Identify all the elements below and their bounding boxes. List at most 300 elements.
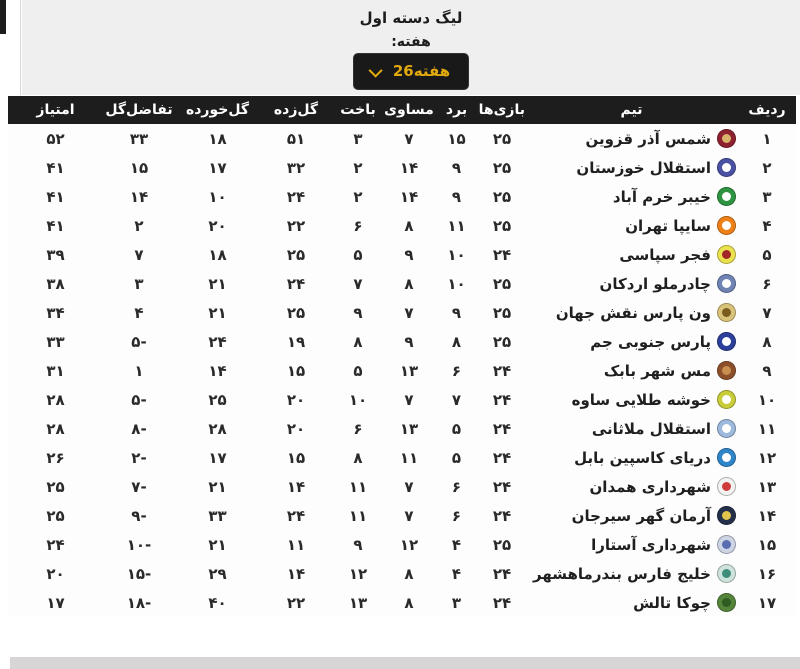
played-cell bbox=[479, 559, 525, 588]
table-row bbox=[8, 356, 796, 385]
losses-cell-value: ۳ bbox=[353, 129, 363, 148]
wins-cell bbox=[434, 124, 479, 153]
team-logo-core bbox=[722, 424, 731, 433]
losses-cell-value: ۵ bbox=[353, 361, 363, 380]
team-logo-icon bbox=[717, 216, 736, 235]
team-wrap bbox=[525, 216, 738, 235]
team-wrap bbox=[525, 535, 738, 554]
rank-cell: ۸ bbox=[762, 332, 772, 351]
team-name: استقلال ملاثانی bbox=[591, 419, 711, 438]
played-cell-value: ۲۴ bbox=[492, 448, 512, 467]
points-cell bbox=[8, 414, 103, 443]
goals-against-cell bbox=[175, 298, 260, 327]
wins-cell bbox=[434, 211, 479, 240]
draws-cell-value: ۷ bbox=[404, 129, 414, 148]
week-select-value: هفته26 bbox=[392, 62, 451, 80]
played-cell bbox=[479, 124, 525, 153]
table-row bbox=[8, 153, 796, 182]
losses-cell-value: ۱۱ bbox=[348, 477, 368, 496]
losses-cell-value: ۷ bbox=[353, 274, 363, 293]
page-title: لیگ دسته اول bbox=[359, 9, 463, 27]
goals-for-cell-value: ۱۱ bbox=[286, 535, 306, 554]
goals-against-cell bbox=[175, 443, 260, 472]
draws-cell bbox=[384, 588, 434, 617]
losses-cell-value: ۱۲ bbox=[348, 564, 368, 583]
points-cell bbox=[8, 559, 103, 588]
team-name: آرمان گهر سیرجان bbox=[571, 506, 711, 525]
goal-diff-cell bbox=[103, 414, 175, 443]
goal-diff-cell bbox=[103, 327, 175, 356]
goals-for-cell-value: ۲۰ bbox=[286, 419, 306, 438]
table-row bbox=[8, 211, 796, 240]
goal-diff-cell-value: ۲- bbox=[131, 448, 147, 467]
team-logo-core bbox=[722, 366, 731, 375]
goals-for-cell bbox=[260, 240, 332, 269]
rank-cell: ۱۶ bbox=[757, 564, 777, 583]
team-logo-icon bbox=[717, 303, 736, 322]
points-cell-value: ۴۱ bbox=[46, 158, 65, 177]
points-cell-value: ۲۸ bbox=[46, 390, 65, 409]
played-cell bbox=[479, 414, 525, 443]
team-name: مس شهر بابک bbox=[603, 361, 711, 380]
losses-cell-value: ۱۰ bbox=[348, 390, 368, 409]
played-cell bbox=[479, 298, 525, 327]
goals-for-cell bbox=[260, 501, 332, 530]
goal-diff-cell bbox=[103, 356, 175, 385]
points-cell bbox=[8, 501, 103, 530]
losses-cell bbox=[332, 443, 384, 472]
goals-for-cell-value: ۲۴ bbox=[286, 274, 306, 293]
team-cell bbox=[525, 385, 738, 414]
points-cell-value: ۴۱ bbox=[46, 187, 65, 206]
points-cell bbox=[8, 269, 103, 298]
played-cell-value: ۲۴ bbox=[492, 245, 512, 264]
wins-cell bbox=[434, 414, 479, 443]
team-logo-icon bbox=[717, 535, 736, 554]
table-row bbox=[8, 298, 796, 327]
goals-for-cell bbox=[260, 559, 332, 588]
table-header bbox=[8, 96, 796, 124]
played-cell bbox=[479, 443, 525, 472]
col-goals-for: گل‌زده bbox=[260, 96, 332, 124]
losses-cell-value: ۸ bbox=[353, 332, 363, 351]
losses-cell-value: ۵ bbox=[353, 245, 363, 264]
table-row bbox=[8, 472, 796, 501]
wins-cell bbox=[434, 327, 479, 356]
wins-cell-value: ۴ bbox=[451, 564, 462, 583]
losses-cell-value: ۱۱ bbox=[348, 506, 368, 525]
draws-cell-value: ۱۴ bbox=[399, 158, 419, 177]
rank-cell: ۱۴ bbox=[757, 506, 777, 525]
team-cell bbox=[525, 443, 738, 472]
team-cell bbox=[525, 414, 738, 443]
table-row bbox=[8, 530, 796, 559]
table-body bbox=[8, 124, 796, 617]
col-losses: باخت bbox=[332, 96, 384, 124]
wins-cell-value: ۳ bbox=[451, 593, 462, 612]
rank-cell: ۱۰ bbox=[757, 390, 777, 409]
points-cell-value: ۱۷ bbox=[46, 593, 65, 612]
goal-diff-cell-value: ۳۳ bbox=[129, 129, 149, 148]
draws-cell-value: ۸ bbox=[404, 564, 414, 583]
points-cell bbox=[8, 211, 103, 240]
wins-cell bbox=[434, 153, 479, 182]
table-row bbox=[8, 588, 796, 617]
losses-cell-value: ۱۳ bbox=[348, 593, 368, 612]
goal-diff-cell bbox=[103, 182, 175, 211]
losses-cell bbox=[332, 240, 384, 269]
wins-cell-value: ۶ bbox=[451, 477, 462, 496]
team-wrap bbox=[525, 390, 738, 409]
draws-cell-value: ۱۳ bbox=[399, 419, 419, 438]
col-points: امتیاز bbox=[8, 96, 103, 124]
draws-cell bbox=[384, 356, 434, 385]
played-cell bbox=[479, 356, 525, 385]
draws-cell-value: ۸ bbox=[404, 274, 414, 293]
goal-diff-cell bbox=[103, 298, 175, 327]
team-name: خیبر خرم آباد bbox=[612, 187, 711, 206]
team-name: دریای کاسپین بابل bbox=[574, 448, 711, 467]
draws-cell bbox=[384, 327, 434, 356]
wins-cell bbox=[434, 269, 479, 298]
goal-diff-cell bbox=[103, 211, 175, 240]
played-cell bbox=[479, 327, 525, 356]
draws-cell bbox=[384, 124, 434, 153]
team-name: فجر سپاسی bbox=[619, 245, 711, 264]
goals-against-cell-value: ۱۷ bbox=[208, 158, 227, 177]
points-cell-value: ۲۴ bbox=[46, 535, 65, 554]
team-logo-core bbox=[722, 598, 731, 607]
goals-for-cell bbox=[260, 588, 332, 617]
losses-cell bbox=[332, 153, 384, 182]
team-name: خلیج فارس بندرماهشهر bbox=[533, 564, 711, 583]
table-row bbox=[8, 240, 796, 269]
points-cell-value: ۳۴ bbox=[46, 303, 65, 322]
wins-cell-value: ۶ bbox=[451, 506, 462, 525]
losses-cell bbox=[332, 385, 384, 414]
points-cell bbox=[8, 356, 103, 385]
goals-against-cell-value: ۱۴ bbox=[208, 361, 227, 380]
team-cell bbox=[525, 472, 738, 501]
goals-for-cell-value: ۲۵ bbox=[286, 245, 306, 264]
wins-cell-value: ۹ bbox=[451, 187, 462, 206]
team-logo-icon bbox=[717, 419, 736, 438]
goals-for-cell bbox=[260, 530, 332, 559]
goal-diff-cell-value: ۵- bbox=[131, 390, 147, 409]
team-logo-core bbox=[722, 221, 731, 230]
played-cell-value: ۲۵ bbox=[492, 216, 512, 235]
wins-cell bbox=[434, 501, 479, 530]
goals-for-cell-value: ۱۴ bbox=[286, 477, 306, 496]
team-cell bbox=[525, 327, 738, 356]
draws-cell bbox=[384, 472, 434, 501]
team-cell bbox=[525, 588, 738, 617]
team-logo-icon bbox=[717, 158, 736, 177]
losses-cell bbox=[332, 501, 384, 530]
draws-cell bbox=[384, 153, 434, 182]
rank-cell: ۲ bbox=[762, 158, 772, 177]
played-cell bbox=[479, 269, 525, 298]
goals-against-cell bbox=[175, 385, 260, 414]
rank-cell: ۱۲ bbox=[757, 448, 777, 467]
played-cell-value: ۲۴ bbox=[492, 361, 512, 380]
goal-diff-cell-value: ۵- bbox=[131, 332, 147, 351]
losses-cell bbox=[332, 211, 384, 240]
goals-against-cell-value: ۲۱ bbox=[208, 274, 227, 293]
points-cell bbox=[8, 472, 103, 501]
goals-for-cell bbox=[260, 182, 332, 211]
goals-against-cell bbox=[175, 559, 260, 588]
goals-against-cell bbox=[175, 269, 260, 298]
team-logo-icon bbox=[717, 274, 736, 293]
points-cell bbox=[8, 385, 103, 414]
team-name: چوکا تالش bbox=[633, 593, 711, 612]
goals-for-cell bbox=[260, 356, 332, 385]
team-name: چادرملو اردکان bbox=[599, 274, 711, 293]
goals-for-cell-value: ۳۲ bbox=[286, 158, 306, 177]
week-select[interactable] bbox=[353, 53, 469, 90]
losses-cell-value: ۹ bbox=[353, 303, 363, 322]
goals-against-cell-value: ۲۱ bbox=[208, 303, 227, 322]
goals-for-cell-value: ۲۴ bbox=[286, 506, 306, 525]
rank-cell: ۱۷ bbox=[757, 593, 777, 612]
team-wrap bbox=[525, 332, 738, 351]
rank-cell: ۱۵ bbox=[757, 535, 777, 554]
goals-for-cell-value: ۱۴ bbox=[286, 564, 306, 583]
points-cell-value: ۵۲ bbox=[46, 129, 65, 148]
wins-cell-value: ۴ bbox=[451, 535, 462, 554]
played-cell-value: ۲۵ bbox=[492, 274, 512, 293]
goals-for-cell bbox=[260, 472, 332, 501]
team-logo-core bbox=[722, 134, 731, 143]
wins-cell-value: ۱۱ bbox=[447, 216, 466, 235]
losses-cell bbox=[332, 298, 384, 327]
goal-diff-cell-value: ۳ bbox=[134, 274, 144, 293]
played-cell bbox=[479, 153, 525, 182]
goal-diff-cell-value: ۱۴ bbox=[129, 187, 149, 206]
points-cell-value: ۴۱ bbox=[46, 216, 65, 235]
goals-against-cell-value: ۱۷ bbox=[208, 448, 227, 467]
rank-cell: ۷ bbox=[762, 303, 772, 322]
team-logo-core bbox=[722, 337, 731, 346]
rank-cell: ۴ bbox=[762, 216, 772, 235]
left-border-line bbox=[20, 0, 21, 95]
team-cell bbox=[525, 298, 738, 327]
goals-against-cell-value: ۲۰ bbox=[208, 216, 227, 235]
goals-against-cell-value: ۲۵ bbox=[208, 390, 227, 409]
losses-cell-value: ۲ bbox=[353, 158, 363, 177]
team-logo-core bbox=[722, 279, 731, 288]
draws-cell-value: ۱۱ bbox=[399, 448, 419, 467]
team-logo-icon bbox=[717, 245, 736, 264]
points-cell-value: ۳۹ bbox=[46, 245, 65, 264]
played-cell-value: ۲۴ bbox=[492, 390, 512, 409]
team-cell bbox=[525, 153, 738, 182]
col-goals-against: گل‌خورده bbox=[175, 96, 260, 124]
col-team: تیم bbox=[525, 96, 738, 124]
team-logo-icon bbox=[717, 332, 736, 351]
wins-cell bbox=[434, 385, 479, 414]
team-logo-icon bbox=[717, 564, 736, 583]
wins-cell-value: ۷ bbox=[451, 390, 462, 409]
draws-cell-value: ۹ bbox=[404, 332, 414, 351]
played-cell-value: ۲۴ bbox=[492, 419, 512, 438]
goal-diff-cell-value: ۲ bbox=[134, 216, 144, 235]
draws-cell-value: ۱۴ bbox=[399, 187, 419, 206]
goals-for-cell-value: ۱۵ bbox=[286, 361, 306, 380]
played-cell bbox=[479, 240, 525, 269]
losses-cell-value: ۹ bbox=[353, 535, 363, 554]
team-logo-core bbox=[722, 453, 731, 462]
team-wrap bbox=[525, 506, 738, 525]
rank-cell: ۱۳ bbox=[757, 477, 777, 496]
draws-cell bbox=[384, 559, 434, 588]
played-cell bbox=[479, 182, 525, 211]
wins-cell-value: ۱۵ bbox=[447, 129, 466, 148]
played-cell-value: ۲۴ bbox=[492, 477, 512, 496]
goals-for-cell bbox=[260, 211, 332, 240]
col-goal-diff: تفاضل‌گل bbox=[103, 96, 175, 124]
goal-diff-cell-value: ۷- bbox=[131, 477, 147, 496]
team-logo-icon bbox=[717, 390, 736, 409]
draws-cell-value: ۸ bbox=[404, 593, 414, 612]
goals-against-cell bbox=[175, 153, 260, 182]
table-row bbox=[8, 385, 796, 414]
draws-cell bbox=[384, 443, 434, 472]
goals-against-cell bbox=[175, 124, 260, 153]
goals-against-cell bbox=[175, 356, 260, 385]
team-wrap bbox=[525, 245, 738, 264]
points-cell bbox=[8, 124, 103, 153]
losses-cell bbox=[332, 588, 384, 617]
wins-cell-value: ۵ bbox=[451, 419, 462, 438]
team-cell bbox=[525, 182, 738, 211]
draws-cell bbox=[384, 501, 434, 530]
team-logo-core bbox=[722, 540, 731, 549]
team-logo-core bbox=[722, 482, 731, 491]
goals-against-cell-value: ۴۰ bbox=[208, 593, 227, 612]
league-table bbox=[8, 96, 796, 617]
table-row bbox=[8, 124, 796, 153]
wins-cell bbox=[434, 588, 479, 617]
losses-cell bbox=[332, 124, 384, 153]
draws-cell-value: ۷ bbox=[404, 506, 414, 525]
team-logo-icon bbox=[717, 506, 736, 525]
wins-cell-value: ۶ bbox=[451, 361, 462, 380]
goals-for-cell bbox=[260, 327, 332, 356]
points-cell-value: ۲۸ bbox=[46, 419, 65, 438]
wins-cell-value: ۱۰ bbox=[447, 245, 466, 264]
points-cell-value: ۲۰ bbox=[46, 564, 65, 583]
losses-cell-value: ۶ bbox=[353, 216, 363, 235]
losses-cell bbox=[332, 269, 384, 298]
team-logo-icon bbox=[717, 129, 736, 148]
goals-for-cell-value: ۵۱ bbox=[286, 129, 306, 148]
draws-cell-value: ۷ bbox=[404, 477, 414, 496]
goal-diff-cell bbox=[103, 472, 175, 501]
rank-cell: ۳ bbox=[762, 187, 772, 206]
points-cell-value: ۲۵ bbox=[46, 477, 65, 496]
played-cell bbox=[479, 472, 525, 501]
wins-cell-value: ۹ bbox=[451, 303, 462, 322]
goal-diff-cell-value: ۸- bbox=[131, 419, 147, 438]
team-cell bbox=[525, 211, 738, 240]
goals-against-cell bbox=[175, 588, 260, 617]
wins-cell bbox=[434, 356, 479, 385]
goals-against-cell-value: ۳۳ bbox=[208, 506, 227, 525]
played-cell-value: ۲۴ bbox=[492, 564, 512, 583]
losses-cell bbox=[332, 327, 384, 356]
goals-against-cell bbox=[175, 414, 260, 443]
points-cell-value: ۲۵ bbox=[46, 506, 65, 525]
points-cell bbox=[8, 240, 103, 269]
played-cell-value: ۲۵ bbox=[492, 187, 512, 206]
goals-for-cell bbox=[260, 153, 332, 182]
team-name: سایپا تهران bbox=[625, 216, 711, 235]
team-name: پارس جنوبی جم bbox=[590, 332, 711, 351]
team-wrap bbox=[525, 303, 738, 322]
goals-against-cell bbox=[175, 240, 260, 269]
team-wrap bbox=[525, 448, 738, 467]
goal-diff-cell bbox=[103, 124, 175, 153]
goal-diff-cell-value: ۷ bbox=[134, 245, 144, 264]
played-cell-value: ۲۵ bbox=[492, 303, 512, 322]
goal-diff-cell bbox=[103, 530, 175, 559]
team-logo-icon bbox=[717, 448, 736, 467]
draws-cell-value: ۱۲ bbox=[399, 535, 419, 554]
losses-cell bbox=[332, 414, 384, 443]
team-cell bbox=[525, 124, 738, 153]
played-cell-value: ۲۴ bbox=[492, 593, 512, 612]
team-logo-core bbox=[722, 511, 731, 520]
wins-cell bbox=[434, 240, 479, 269]
points-cell bbox=[8, 182, 103, 211]
team-wrap bbox=[525, 419, 738, 438]
played-cell-value: ۲۵ bbox=[492, 158, 512, 177]
team-cell bbox=[525, 240, 738, 269]
goals-for-cell bbox=[260, 298, 332, 327]
team-cell bbox=[525, 559, 738, 588]
points-cell bbox=[8, 153, 103, 182]
points-cell-value: ۳۸ bbox=[46, 274, 65, 293]
team-name: خوشه طلایی ساوه bbox=[571, 390, 711, 409]
goals-for-cell-value: ۲۲ bbox=[286, 593, 306, 612]
rank-cell: ۱۱ bbox=[757, 419, 777, 438]
draws-cell-value: ۸ bbox=[404, 216, 414, 235]
team-cell bbox=[525, 269, 738, 298]
goal-diff-cell-value: ۱۵ bbox=[129, 158, 149, 177]
played-cell-value: ۲۵ bbox=[492, 129, 512, 148]
points-cell bbox=[8, 588, 103, 617]
team-name: شهرداری آستارا bbox=[591, 535, 711, 554]
draws-cell-value: ۷ bbox=[404, 303, 414, 322]
wins-cell-value: ۹ bbox=[451, 158, 462, 177]
wins-cell-value: ۸ bbox=[451, 332, 462, 351]
col-rank: ردیف bbox=[738, 96, 796, 124]
team-name: شمس آذر قزوین bbox=[585, 129, 711, 148]
team-wrap bbox=[525, 593, 738, 612]
wins-cell bbox=[434, 530, 479, 559]
rank-cell: ۱ bbox=[762, 129, 772, 148]
rank-cell: ۶ bbox=[762, 274, 772, 293]
wins-cell bbox=[434, 182, 479, 211]
table-row bbox=[8, 327, 796, 356]
goal-diff-cell bbox=[103, 385, 175, 414]
goal-diff-cell-value: ۱ bbox=[134, 361, 144, 380]
goal-diff-cell-value: ۴ bbox=[134, 303, 144, 322]
goals-against-cell-value: ۲۱ bbox=[208, 477, 227, 496]
team-logo-core bbox=[722, 569, 731, 578]
